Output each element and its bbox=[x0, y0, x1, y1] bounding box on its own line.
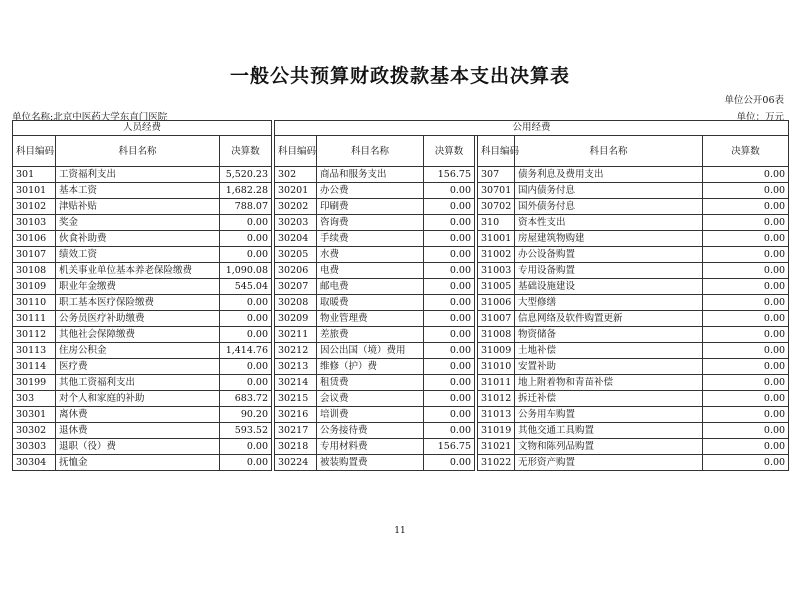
name-cell: 租赁费 bbox=[317, 375, 424, 391]
code-cell: 30102 bbox=[13, 199, 56, 215]
table-row bbox=[13, 343, 789, 359]
name-cell: 公务用车购置 bbox=[515, 407, 703, 423]
name-cell: 其他工资福利支出 bbox=[56, 375, 220, 391]
name-cell: 抚恤金 bbox=[56, 455, 220, 471]
name-cell: 邮电费 bbox=[317, 279, 424, 295]
table-row bbox=[13, 231, 789, 247]
table-row bbox=[13, 407, 789, 423]
amount-cell: 0.00 bbox=[424, 407, 475, 423]
table-row bbox=[13, 455, 789, 471]
code-cell: 30202 bbox=[275, 199, 317, 215]
code-cell: 30199 bbox=[13, 375, 56, 391]
table-row bbox=[13, 311, 789, 327]
name-cell: 工资福利支出 bbox=[56, 167, 220, 183]
amount-cell: 0.00 bbox=[703, 407, 789, 423]
code-cell: 30113 bbox=[13, 343, 56, 359]
amount-cell: 593.52 bbox=[220, 423, 272, 439]
name-cell: 手续费 bbox=[317, 231, 424, 247]
amount-cell: 0.00 bbox=[703, 183, 789, 199]
name-cell: 职业年金缴费 bbox=[56, 279, 220, 295]
amount-cell: 156.75 bbox=[424, 167, 475, 183]
name-cell: 离休费 bbox=[56, 407, 220, 423]
amount-cell: 0.00 bbox=[703, 231, 789, 247]
code-cell: 30213 bbox=[275, 359, 317, 375]
code-cell: 30205 bbox=[275, 247, 317, 263]
code-cell: 30101 bbox=[13, 183, 56, 199]
table-row bbox=[13, 295, 789, 311]
code-cell: 30207 bbox=[275, 279, 317, 295]
amount-cell: 0.00 bbox=[220, 311, 272, 327]
code-cell: 30106 bbox=[13, 231, 56, 247]
code-cell: 30209 bbox=[275, 311, 317, 327]
code-cell: 31003 bbox=[478, 263, 515, 279]
code-cell: 30206 bbox=[275, 263, 317, 279]
name-cell: 对个人和家庭的补助 bbox=[56, 391, 220, 407]
code-cell: 31002 bbox=[478, 247, 515, 263]
amount-cell: 1,682.28 bbox=[220, 183, 272, 199]
table-row bbox=[13, 183, 789, 199]
code-cell: 30208 bbox=[275, 295, 317, 311]
amount-cell: 0.00 bbox=[424, 455, 475, 471]
code-cell: 30114 bbox=[13, 359, 56, 375]
code-cell: 30301 bbox=[13, 407, 56, 423]
name-cell: 商品和服务支出 bbox=[317, 167, 424, 183]
amount-cell: 0.00 bbox=[220, 215, 272, 231]
amount-cell: 0.00 bbox=[703, 199, 789, 215]
name-cell: 退休费 bbox=[56, 423, 220, 439]
name-cell: 拆迁补偿 bbox=[515, 391, 703, 407]
amount-cell: 0.00 bbox=[703, 343, 789, 359]
code-cell: 30111 bbox=[13, 311, 56, 327]
amount-cell: 1,090.08 bbox=[220, 263, 272, 279]
name-cell: 专用设备购置 bbox=[515, 263, 703, 279]
amount-cell: 90.20 bbox=[220, 407, 272, 423]
code-cell: 30103 bbox=[13, 215, 56, 231]
name-cell: 津贴补贴 bbox=[56, 199, 220, 215]
name-cell: 培训费 bbox=[317, 407, 424, 423]
name-cell: 债务利息及费用支出 bbox=[515, 167, 703, 183]
code-cell: 31011 bbox=[478, 375, 515, 391]
name-cell: 水费 bbox=[317, 247, 424, 263]
code-cell: 31021 bbox=[478, 439, 515, 455]
code-cell: 31019 bbox=[478, 423, 515, 439]
name-cell: 退职（役）费 bbox=[56, 439, 220, 455]
amount-cell: 0.00 bbox=[220, 375, 272, 391]
table-row bbox=[13, 359, 789, 375]
amount-cell: 0.00 bbox=[424, 199, 475, 215]
form-code: 单位公开06表 bbox=[724, 95, 784, 106]
page-number: 11 bbox=[394, 526, 406, 536]
name-cell: 基础设施建设 bbox=[515, 279, 703, 295]
code-cell: 30204 bbox=[275, 231, 317, 247]
code-cell: 301 bbox=[13, 167, 56, 183]
name-cell: 基本工资 bbox=[56, 183, 220, 199]
amount-cell: 5,520.23 bbox=[220, 167, 272, 183]
name-cell: 因公出国（境）费用 bbox=[317, 343, 424, 359]
code-cell: 31008 bbox=[478, 327, 515, 343]
code-cell: 30112 bbox=[13, 327, 56, 343]
personnel-header: 人员经费 bbox=[13, 121, 272, 136]
amount-cell: 0.00 bbox=[220, 231, 272, 247]
amount-cell: 0.00 bbox=[424, 247, 475, 263]
amount-header: 决算数 bbox=[703, 136, 789, 167]
amount-cell: 0.00 bbox=[703, 215, 789, 231]
name-cell: 办公费 bbox=[317, 183, 424, 199]
code-cell: 31022 bbox=[478, 455, 515, 471]
code-cell: 30212 bbox=[275, 343, 317, 359]
amount-cell: 0.00 bbox=[220, 295, 272, 311]
code-cell: 31006 bbox=[478, 295, 515, 311]
code-cell: 31010 bbox=[478, 359, 515, 375]
code-header: 科目编码 bbox=[478, 136, 515, 167]
amount-cell: 0.00 bbox=[424, 327, 475, 343]
currency-unit: 单位：万元 bbox=[736, 112, 784, 123]
code-cell: 31012 bbox=[478, 391, 515, 407]
name-header: 科目名称 bbox=[317, 136, 424, 167]
name-cell: 无形资产购置 bbox=[515, 455, 703, 471]
code-cell: 30216 bbox=[275, 407, 317, 423]
code-cell: 303 bbox=[13, 391, 56, 407]
amount-cell: 545.04 bbox=[220, 279, 272, 295]
amount-cell: 0.00 bbox=[703, 263, 789, 279]
table-row bbox=[13, 247, 789, 263]
code-cell: 30110 bbox=[13, 295, 56, 311]
amount-cell: 156.75 bbox=[424, 439, 475, 455]
code-cell: 307 bbox=[478, 167, 515, 183]
amount-header: 决算数 bbox=[220, 136, 272, 167]
amount-cell: 0.00 bbox=[703, 295, 789, 311]
name-cell: 奖金 bbox=[56, 215, 220, 231]
amount-cell: 683.72 bbox=[220, 391, 272, 407]
unit-name: 单位名称:北京中医药大学东直门医院 bbox=[12, 112, 168, 123]
code-cell: 302 bbox=[275, 167, 317, 183]
code-cell: 30203 bbox=[275, 215, 317, 231]
code-cell: 30108 bbox=[13, 263, 56, 279]
name-cell: 伙食补助费 bbox=[56, 231, 220, 247]
code-cell: 31013 bbox=[478, 407, 515, 423]
name-cell: 机关事业单位基本养老保险缴费 bbox=[56, 263, 220, 279]
table-row bbox=[13, 215, 789, 231]
amount-cell: 0.00 bbox=[703, 279, 789, 295]
name-cell: 取暖费 bbox=[317, 295, 424, 311]
name-cell: 文物和陈列品购置 bbox=[515, 439, 703, 455]
amount-cell: 0.00 bbox=[220, 359, 272, 375]
name-cell: 物业管理费 bbox=[317, 311, 424, 327]
table-row bbox=[13, 279, 789, 295]
name-cell: 房屋建筑物购建 bbox=[515, 231, 703, 247]
amount-cell: 0.00 bbox=[424, 231, 475, 247]
name-cell: 资本性支出 bbox=[515, 215, 703, 231]
code-cell: 30218 bbox=[275, 439, 317, 455]
code-cell: 30201 bbox=[275, 183, 317, 199]
code-cell: 31005 bbox=[478, 279, 515, 295]
name-cell: 大型修缮 bbox=[515, 295, 703, 311]
amount-cell: 0.00 bbox=[703, 167, 789, 183]
amount-cell: 1,414.76 bbox=[220, 343, 272, 359]
name-cell: 土地补偿 bbox=[515, 343, 703, 359]
code-cell: 31009 bbox=[478, 343, 515, 359]
expenditure-table bbox=[12, 120, 789, 471]
code-header: 科目编码 bbox=[275, 136, 317, 167]
amount-cell: 0.00 bbox=[424, 311, 475, 327]
amount-cell: 0.00 bbox=[424, 263, 475, 279]
code-cell: 30702 bbox=[478, 199, 515, 215]
name-cell: 国外债务付息 bbox=[515, 199, 703, 215]
name-cell: 物资储备 bbox=[515, 327, 703, 343]
name-cell: 公务接待费 bbox=[317, 423, 424, 439]
table-row bbox=[13, 375, 789, 391]
table-row bbox=[13, 391, 789, 407]
amount-cell: 0.00 bbox=[424, 279, 475, 295]
amount-cell: 0.00 bbox=[220, 247, 272, 263]
table-row bbox=[13, 167, 789, 183]
name-cell: 专用材料费 bbox=[317, 439, 424, 455]
name-cell: 办公设备购置 bbox=[515, 247, 703, 263]
amount-cell: 0.00 bbox=[220, 439, 272, 455]
name-cell: 国内债务付息 bbox=[515, 183, 703, 199]
amount-cell: 0.00 bbox=[424, 423, 475, 439]
name-header: 科目名称 bbox=[515, 136, 703, 167]
amount-cell: 0.00 bbox=[424, 391, 475, 407]
table-row bbox=[13, 423, 789, 439]
amount-cell: 0.00 bbox=[703, 247, 789, 263]
name-cell: 维修（护）费 bbox=[317, 359, 424, 375]
code-cell: 30302 bbox=[13, 423, 56, 439]
page-title: 一般公共预算财政拨款基本支出决算表 bbox=[229, 65, 570, 87]
name-cell: 医疗费 bbox=[56, 359, 220, 375]
name-cell: 被装购置费 bbox=[317, 455, 424, 471]
amount-cell: 0.00 bbox=[703, 311, 789, 327]
code-header: 科目编码 bbox=[13, 136, 56, 167]
column-header-row bbox=[13, 136, 789, 167]
section-header-row bbox=[13, 121, 789, 136]
table-row bbox=[13, 439, 789, 455]
code-cell: 30107 bbox=[13, 247, 56, 263]
name-cell: 公务员医疗补助缴费 bbox=[56, 311, 220, 327]
amount-cell: 0.00 bbox=[424, 375, 475, 391]
amount-cell: 0.00 bbox=[424, 215, 475, 231]
amount-cell: 788.07 bbox=[220, 199, 272, 215]
amount-cell: 0.00 bbox=[703, 327, 789, 343]
code-cell: 310 bbox=[478, 215, 515, 231]
code-cell: 30701 bbox=[478, 183, 515, 199]
name-cell: 其他社会保障缴费 bbox=[56, 327, 220, 343]
code-cell: 31001 bbox=[478, 231, 515, 247]
code-cell: 30215 bbox=[275, 391, 317, 407]
public-header: 公用经费 bbox=[275, 121, 789, 136]
amount-cell: 0.00 bbox=[220, 327, 272, 343]
amount-cell: 0.00 bbox=[220, 455, 272, 471]
amount-cell: 0.00 bbox=[703, 359, 789, 375]
name-header: 科目名称 bbox=[56, 136, 220, 167]
amount-cell: 0.00 bbox=[424, 343, 475, 359]
name-cell: 其他交通工具购置 bbox=[515, 423, 703, 439]
name-cell: 地上附着物和青苗补偿 bbox=[515, 375, 703, 391]
code-cell: 30224 bbox=[275, 455, 317, 471]
name-cell: 会议费 bbox=[317, 391, 424, 407]
amount-cell: 0.00 bbox=[703, 455, 789, 471]
code-cell: 30303 bbox=[13, 439, 56, 455]
amount-cell: 0.00 bbox=[424, 183, 475, 199]
code-cell: 30304 bbox=[13, 455, 56, 471]
amount-cell: 0.00 bbox=[703, 391, 789, 407]
name-cell: 绩效工资 bbox=[56, 247, 220, 263]
code-cell: 30109 bbox=[13, 279, 56, 295]
name-cell: 安置补助 bbox=[515, 359, 703, 375]
code-cell: 30211 bbox=[275, 327, 317, 343]
code-cell: 30217 bbox=[275, 423, 317, 439]
name-cell: 职工基本医疗保险缴费 bbox=[56, 295, 220, 311]
name-cell: 差旅费 bbox=[317, 327, 424, 343]
name-cell: 信息网络及软件购置更新 bbox=[515, 311, 703, 327]
table-row bbox=[13, 263, 789, 279]
table-row bbox=[13, 199, 789, 215]
amount-cell: 0.00 bbox=[424, 359, 475, 375]
amount-header: 决算数 bbox=[424, 136, 475, 167]
name-cell: 印刷费 bbox=[317, 199, 424, 215]
amount-cell: 0.00 bbox=[703, 439, 789, 455]
table-row bbox=[13, 327, 789, 343]
code-cell: 30214 bbox=[275, 375, 317, 391]
name-cell: 电费 bbox=[317, 263, 424, 279]
amount-cell: 0.00 bbox=[424, 295, 475, 311]
name-cell: 咨询费 bbox=[317, 215, 424, 231]
code-cell: 31007 bbox=[478, 311, 515, 327]
name-cell: 住房公积金 bbox=[56, 343, 220, 359]
amount-cell: 0.00 bbox=[703, 375, 789, 391]
amount-cell: 0.00 bbox=[703, 423, 789, 439]
